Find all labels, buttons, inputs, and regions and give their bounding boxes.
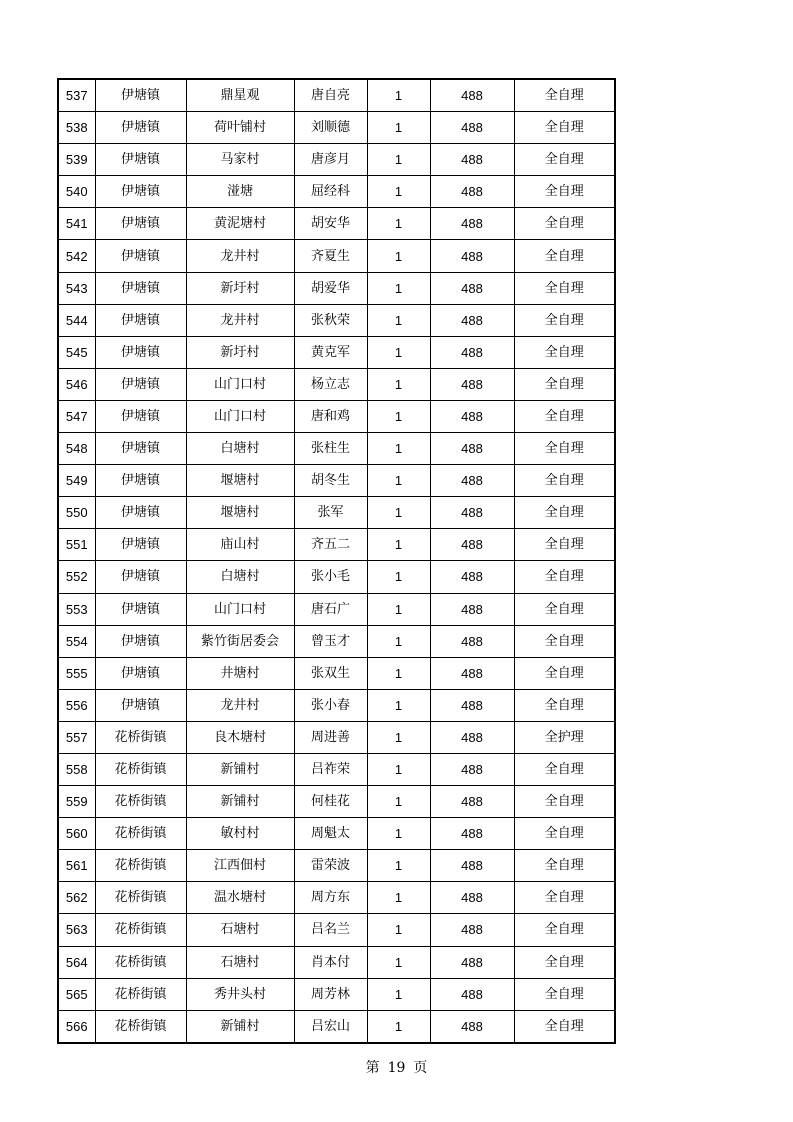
table-row <box>58 112 615 144</box>
count-cell: 1 <box>367 272 430 304</box>
count-cell: 1 <box>367 625 430 657</box>
row-index-cell: 563 <box>58 914 95 946</box>
count-cell: 1 <box>367 593 430 625</box>
village-cell: 黄泥塘村 <box>186 208 294 240</box>
name-cell: 齐五二 <box>294 529 367 561</box>
care-level-cell: 全自理 <box>514 112 615 144</box>
town-cell: 伊塘镇 <box>95 625 186 657</box>
count-cell: 1 <box>367 914 430 946</box>
care-level-cell: 全自理 <box>514 336 615 368</box>
town-cell: 伊塘镇 <box>95 689 186 721</box>
row-index-cell: 544 <box>58 304 95 336</box>
table-row <box>58 400 615 432</box>
town-cell: 花桥街镇 <box>95 850 186 882</box>
amount-cell: 488 <box>430 176 514 208</box>
amount-cell: 488 <box>430 753 514 785</box>
row-index-cell: 565 <box>58 978 95 1010</box>
amount-cell: 488 <box>430 336 514 368</box>
table-row <box>58 818 615 850</box>
table-row <box>58 978 615 1010</box>
amount-cell: 488 <box>430 561 514 593</box>
care-level-cell: 全自理 <box>514 529 615 561</box>
count-cell: 1 <box>367 208 430 240</box>
table-row <box>58 304 615 336</box>
care-level-cell: 全自理 <box>514 786 615 818</box>
amount-cell: 488 <box>430 433 514 465</box>
table-row <box>58 368 615 400</box>
count-cell: 1 <box>367 368 430 400</box>
care-level-cell: 全自理 <box>514 465 615 497</box>
care-level-cell: 全自理 <box>514 978 615 1010</box>
village-cell: 石塘村 <box>186 914 294 946</box>
table-row <box>58 914 615 946</box>
town-cell: 伊塘镇 <box>95 144 186 176</box>
table-row <box>58 1010 615 1043</box>
row-index-cell: 545 <box>58 336 95 368</box>
amount-cell: 488 <box>430 689 514 721</box>
row-index-cell: 538 <box>58 112 95 144</box>
row-index-cell: 550 <box>58 497 95 529</box>
amount-cell: 488 <box>430 978 514 1010</box>
row-index-cell: 541 <box>58 208 95 240</box>
town-cell: 伊塘镇 <box>95 336 186 368</box>
row-index-cell: 540 <box>58 176 95 208</box>
town-cell: 伊塘镇 <box>95 79 186 112</box>
town-cell: 花桥街镇 <box>95 1010 186 1043</box>
care-level-cell: 全自理 <box>514 657 615 689</box>
name-cell: 吕祚荣 <box>294 753 367 785</box>
village-cell: 敏村村 <box>186 818 294 850</box>
table-row <box>58 721 615 753</box>
village-cell: 山门口村 <box>186 400 294 432</box>
amount-cell: 488 <box>430 721 514 753</box>
village-cell: 荷叶铺村 <box>186 112 294 144</box>
amount-cell: 488 <box>430 625 514 657</box>
row-index-cell: 537 <box>58 79 95 112</box>
village-cell: 新铺村 <box>186 786 294 818</box>
row-index-cell: 551 <box>58 529 95 561</box>
table-row <box>58 593 615 625</box>
name-cell: 张秋荣 <box>294 304 367 336</box>
amount-cell: 488 <box>430 112 514 144</box>
care-level-cell: 全自理 <box>514 593 615 625</box>
count-cell: 1 <box>367 112 430 144</box>
amount-cell: 488 <box>430 240 514 272</box>
amount-cell: 488 <box>430 79 514 112</box>
count-cell: 1 <box>367 465 430 497</box>
amount-cell: 488 <box>430 208 514 240</box>
name-cell: 张柱生 <box>294 433 367 465</box>
table-row <box>58 433 615 465</box>
row-index-cell: 558 <box>58 753 95 785</box>
page-footer <box>0 1057 793 1077</box>
count-cell: 1 <box>367 818 430 850</box>
town-cell: 伊塘镇 <box>95 593 186 625</box>
town-cell: 伊塘镇 <box>95 112 186 144</box>
village-cell: 龙井村 <box>186 240 294 272</box>
name-cell: 曾玉才 <box>294 625 367 657</box>
row-index-cell: 543 <box>58 272 95 304</box>
name-cell: 吕名兰 <box>294 914 367 946</box>
village-cell: 良木塘村 <box>186 721 294 753</box>
village-cell: 鼎星观 <box>186 79 294 112</box>
care-level-cell: 全自理 <box>514 946 615 978</box>
page-number: 19 <box>387 1060 406 1076</box>
village-cell: 湴塘 <box>186 176 294 208</box>
village-cell: 山门口村 <box>186 368 294 400</box>
name-cell: 张军 <box>294 497 367 529</box>
table-row <box>58 882 615 914</box>
name-cell: 胡安华 <box>294 208 367 240</box>
amount-cell: 488 <box>430 914 514 946</box>
care-level-cell: 全自理 <box>514 914 615 946</box>
town-cell: 伊塘镇 <box>95 400 186 432</box>
village-cell: 新铺村 <box>186 1010 294 1043</box>
table-row <box>58 144 615 176</box>
care-level-cell: 全自理 <box>514 818 615 850</box>
row-index-cell: 561 <box>58 850 95 882</box>
village-cell: 堰塘村 <box>186 465 294 497</box>
town-cell: 花桥街镇 <box>95 946 186 978</box>
village-cell: 温水塘村 <box>186 882 294 914</box>
village-cell: 紫竹街居委会 <box>186 625 294 657</box>
amount-cell: 488 <box>430 593 514 625</box>
village-cell: 江西佃村 <box>186 850 294 882</box>
care-level-cell: 全自理 <box>514 625 615 657</box>
care-level-cell: 全自理 <box>514 850 615 882</box>
row-index-cell: 549 <box>58 465 95 497</box>
care-level-cell: 全自理 <box>514 144 615 176</box>
care-level-cell: 全自理 <box>514 753 615 785</box>
amount-cell: 488 <box>430 465 514 497</box>
table-row <box>58 625 615 657</box>
table-row <box>58 272 615 304</box>
table-row <box>58 753 615 785</box>
page-number-suffix: 页 <box>413 1060 428 1076</box>
name-cell: 唐彦月 <box>294 144 367 176</box>
amount-cell: 488 <box>430 497 514 529</box>
village-cell: 井塘村 <box>186 657 294 689</box>
town-cell: 伊塘镇 <box>95 240 186 272</box>
town-cell: 伊塘镇 <box>95 272 186 304</box>
row-index-cell: 539 <box>58 144 95 176</box>
row-index-cell: 554 <box>58 625 95 657</box>
village-cell: 龙井村 <box>186 689 294 721</box>
village-cell: 白塘村 <box>186 433 294 465</box>
name-cell: 刘顺德 <box>294 112 367 144</box>
care-level-cell: 全自理 <box>514 240 615 272</box>
name-cell: 周进善 <box>294 721 367 753</box>
name-cell: 肖本付 <box>294 946 367 978</box>
table-row <box>58 657 615 689</box>
village-cell: 白塘村 <box>186 561 294 593</box>
town-cell: 伊塘镇 <box>95 657 186 689</box>
care-level-cell: 全自理 <box>514 79 615 112</box>
amount-cell: 488 <box>430 144 514 176</box>
village-cell: 堰塘村 <box>186 497 294 529</box>
town-cell: 伊塘镇 <box>95 529 186 561</box>
town-cell: 花桥街镇 <box>95 978 186 1010</box>
care-level-cell: 全自理 <box>514 689 615 721</box>
row-index-cell: 553 <box>58 593 95 625</box>
records-table <box>57 78 616 1044</box>
town-cell: 伊塘镇 <box>95 465 186 497</box>
town-cell: 伊塘镇 <box>95 304 186 336</box>
village-cell: 山门口村 <box>186 593 294 625</box>
town-cell: 花桥街镇 <box>95 786 186 818</box>
count-cell: 1 <box>367 176 430 208</box>
town-cell: 伊塘镇 <box>95 561 186 593</box>
care-level-cell: 全自理 <box>514 1010 615 1043</box>
name-cell: 雷荣波 <box>294 850 367 882</box>
count-cell: 1 <box>367 850 430 882</box>
village-cell: 新圩村 <box>186 336 294 368</box>
care-level-cell: 全自理 <box>514 208 615 240</box>
name-cell: 屈经科 <box>294 176 367 208</box>
care-level-cell: 全自理 <box>514 304 615 336</box>
name-cell: 胡爱华 <box>294 272 367 304</box>
town-cell: 花桥街镇 <box>95 914 186 946</box>
village-cell: 新铺村 <box>186 753 294 785</box>
row-index-cell: 560 <box>58 818 95 850</box>
name-cell: 齐夏生 <box>294 240 367 272</box>
table-body <box>58 79 615 1043</box>
care-level-cell: 全自理 <box>514 272 615 304</box>
name-cell: 胡冬生 <box>294 465 367 497</box>
row-index-cell: 566 <box>58 1010 95 1043</box>
village-cell: 龙井村 <box>186 304 294 336</box>
table-row <box>58 689 615 721</box>
amount-cell: 488 <box>430 304 514 336</box>
count-cell: 1 <box>367 79 430 112</box>
count-cell: 1 <box>367 304 430 336</box>
name-cell: 杨立志 <box>294 368 367 400</box>
table-row <box>58 561 615 593</box>
count-cell: 1 <box>367 336 430 368</box>
town-cell: 花桥街镇 <box>95 818 186 850</box>
row-index-cell: 548 <box>58 433 95 465</box>
amount-cell: 488 <box>430 946 514 978</box>
amount-cell: 488 <box>430 786 514 818</box>
town-cell: 伊塘镇 <box>95 208 186 240</box>
amount-cell: 488 <box>430 657 514 689</box>
row-index-cell: 564 <box>58 946 95 978</box>
name-cell: 黄克军 <box>294 336 367 368</box>
name-cell: 何桂花 <box>294 786 367 818</box>
count-cell: 1 <box>367 433 430 465</box>
table-row <box>58 529 615 561</box>
care-level-cell: 全自理 <box>514 433 615 465</box>
amount-cell: 488 <box>430 529 514 561</box>
count-cell: 1 <box>367 978 430 1010</box>
row-index-cell: 557 <box>58 721 95 753</box>
name-cell: 唐石广 <box>294 593 367 625</box>
village-cell: 马家村 <box>186 144 294 176</box>
name-cell: 张小春 <box>294 689 367 721</box>
row-index-cell: 556 <box>58 689 95 721</box>
name-cell: 张双生 <box>294 657 367 689</box>
amount-cell: 488 <box>430 368 514 400</box>
page-number-prefix: 第 <box>365 1060 380 1076</box>
count-cell: 1 <box>367 882 430 914</box>
amount-cell: 488 <box>430 272 514 304</box>
count-cell: 1 <box>367 561 430 593</box>
table-row <box>58 79 615 112</box>
name-cell: 周方东 <box>294 882 367 914</box>
care-level-cell: 全自理 <box>514 882 615 914</box>
count-cell: 1 <box>367 786 430 818</box>
name-cell: 张小毛 <box>294 561 367 593</box>
town-cell: 花桥街镇 <box>95 882 186 914</box>
count-cell: 1 <box>367 1010 430 1043</box>
name-cell: 吕宏山 <box>294 1010 367 1043</box>
row-index-cell: 562 <box>58 882 95 914</box>
count-cell: 1 <box>367 946 430 978</box>
count-cell: 1 <box>367 400 430 432</box>
row-index-cell: 552 <box>58 561 95 593</box>
name-cell: 唐和鸡 <box>294 400 367 432</box>
village-cell: 新圩村 <box>186 272 294 304</box>
table-row <box>58 336 615 368</box>
table-row <box>58 850 615 882</box>
count-cell: 1 <box>367 689 430 721</box>
town-cell: 伊塘镇 <box>95 433 186 465</box>
row-index-cell: 559 <box>58 786 95 818</box>
table-row <box>58 208 615 240</box>
count-cell: 1 <box>367 529 430 561</box>
table-row <box>58 497 615 529</box>
row-index-cell: 555 <box>58 657 95 689</box>
count-cell: 1 <box>367 721 430 753</box>
amount-cell: 488 <box>430 882 514 914</box>
name-cell: 唐自亮 <box>294 79 367 112</box>
town-cell: 伊塘镇 <box>95 176 186 208</box>
care-level-cell: 全自理 <box>514 368 615 400</box>
count-cell: 1 <box>367 240 430 272</box>
care-level-cell: 全自理 <box>514 561 615 593</box>
village-cell: 秀井头村 <box>186 978 294 1010</box>
care-level-cell: 全护理 <box>514 721 615 753</box>
care-level-cell: 全自理 <box>514 176 615 208</box>
table-row <box>58 176 615 208</box>
amount-cell: 488 <box>430 850 514 882</box>
row-index-cell: 546 <box>58 368 95 400</box>
table-row <box>58 786 615 818</box>
town-cell: 伊塘镇 <box>95 497 186 529</box>
table-row <box>58 946 615 978</box>
name-cell: 周魁太 <box>294 818 367 850</box>
care-level-cell: 全自理 <box>514 497 615 529</box>
care-level-cell: 全自理 <box>514 400 615 432</box>
count-cell: 1 <box>367 144 430 176</box>
row-index-cell: 542 <box>58 240 95 272</box>
count-cell: 1 <box>367 657 430 689</box>
town-cell: 花桥街镇 <box>95 721 186 753</box>
village-cell: 石塘村 <box>186 946 294 978</box>
town-cell: 伊塘镇 <box>95 368 186 400</box>
amount-cell: 488 <box>430 818 514 850</box>
row-index-cell: 547 <box>58 400 95 432</box>
amount-cell: 488 <box>430 400 514 432</box>
table-row <box>58 240 615 272</box>
village-cell: 庙山村 <box>186 529 294 561</box>
town-cell: 花桥街镇 <box>95 753 186 785</box>
name-cell: 周芳林 <box>294 978 367 1010</box>
amount-cell: 488 <box>430 1010 514 1043</box>
count-cell: 1 <box>367 753 430 785</box>
count-cell: 1 <box>367 497 430 529</box>
table-row <box>58 465 615 497</box>
